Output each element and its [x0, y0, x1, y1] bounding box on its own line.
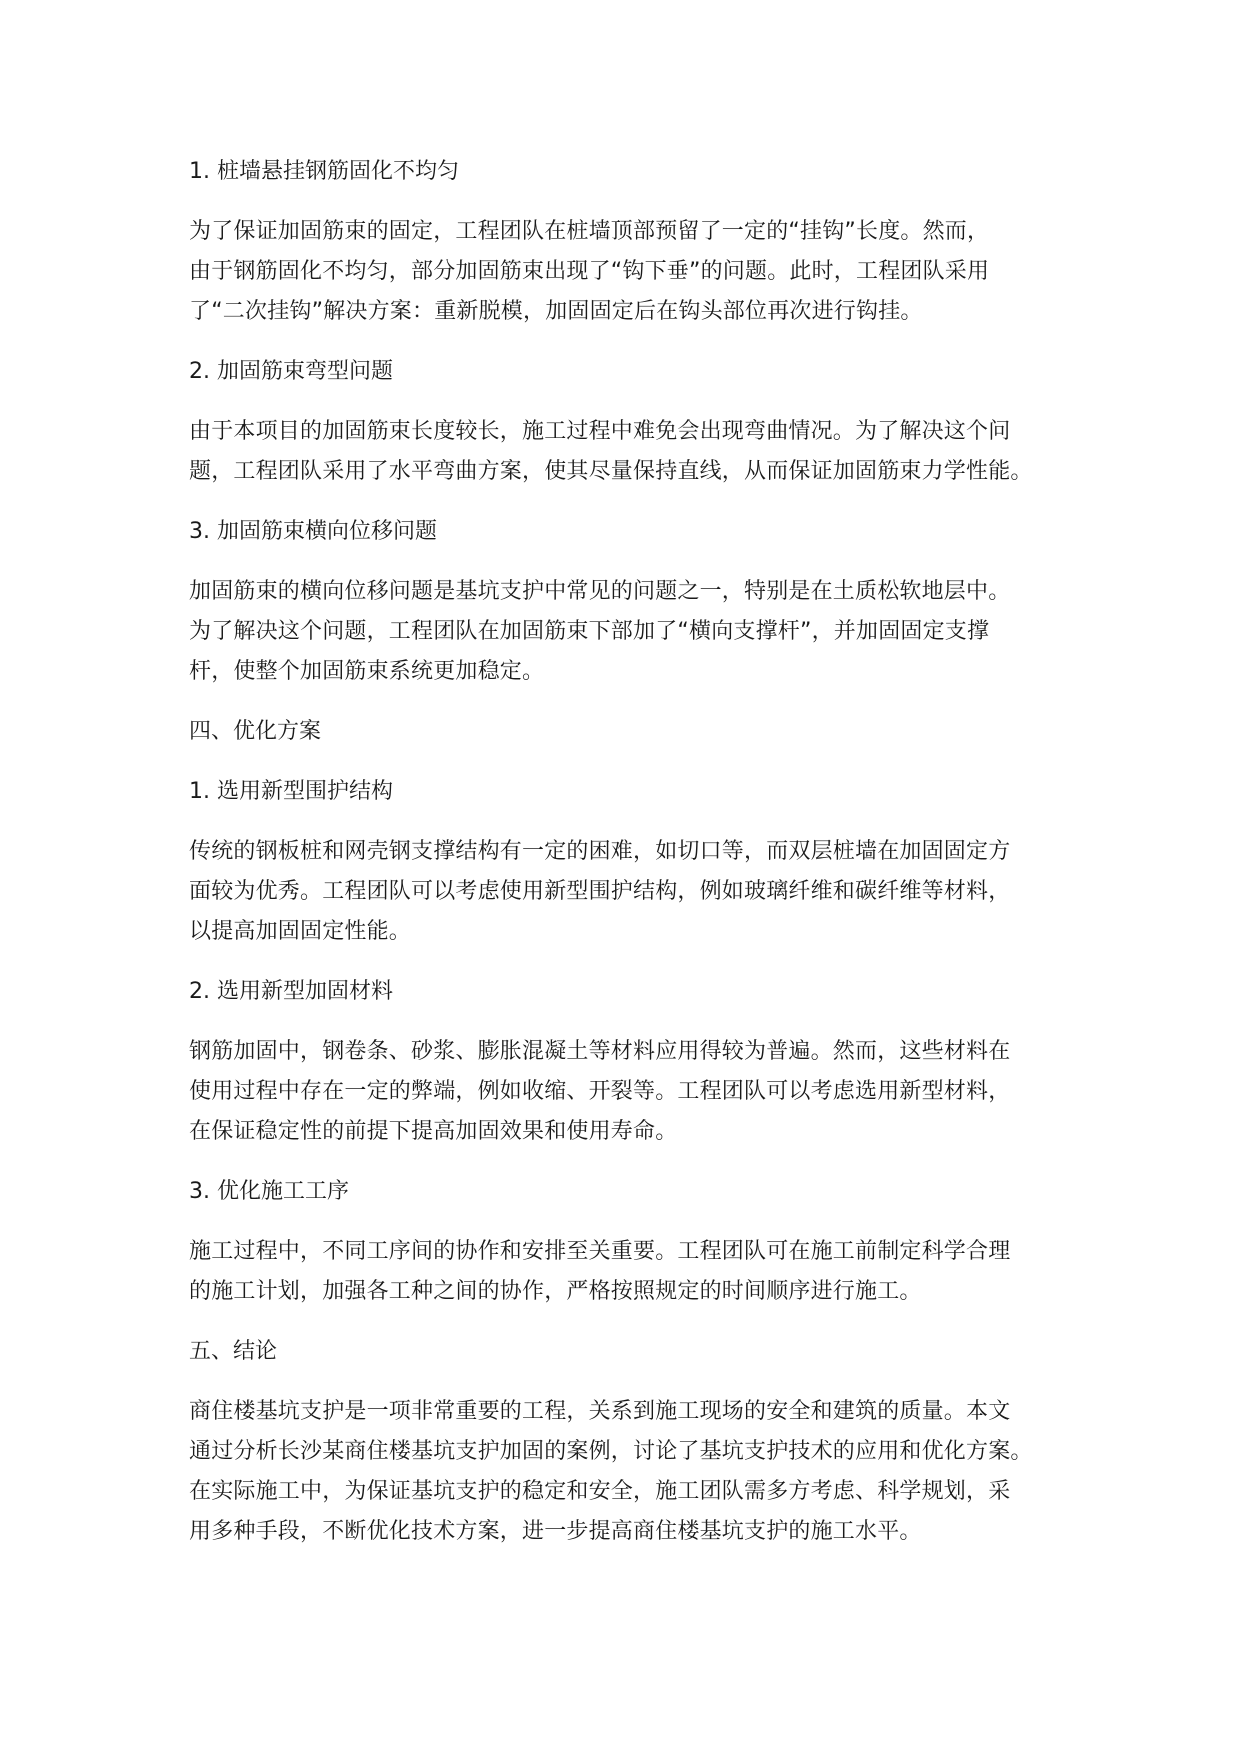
paragraph-lateral-displacement: 加固筋束的横向位移问题是基坑支护中常见的问题之一，特别是在土质松软地层中。 为了解决这个问题，工程团队在加固筋束下部加了“横向支撑杆”，并加固固定支撑 杆，使整个加固筋束系统更加稳定。	[189, 579, 1011, 684]
chapter-heading-optimization: 四、优化方案	[189, 719, 322, 744]
section-heading-new-materials: 2. 选用新型加固材料	[189, 979, 393, 1004]
paragraph-conclusion: 商住楼基坑支护是一项非常重要的工程，关系到施工现场的安全和建筑的质量。本文 通过分析长沙某商住楼基坑支护加固的案例，讨论了基坑支护技术的应用和优化方案。 在实际施工中，为保证基坑支护的稳定和安全，施工团队需多方考虑、科学规划，采 用多种手段，不断优化技术方案，进一步提高商住楼基坑支护的施工水平。	[189, 1399, 1033, 1544]
section-heading-lateral-displacement: 3. 加固筋束横向位移问题	[189, 519, 437, 544]
section-heading-new-structure: 1. 选用新型围护结构	[189, 779, 393, 804]
section-heading-process: 3. 优化施工工序	[189, 1179, 349, 1204]
chapter-heading-conclusion: 五、结论	[189, 1339, 278, 1364]
paragraph-hanging-rebar: 为了保证加固筋束的固定，工程团队在桩墙顶部预留了一定的“挂钩”长度。然而， 由于钢筋固化不均匀，部分加固筋束出现了“钩下垂”的问题。此时，工程团队采用 了“二次挂钩”解决方案：重新脱模，加固固定后在钩头部位再次进行钩挂。	[189, 219, 990, 324]
section-heading-hanging-rebar: 1. 桩墙悬挂钢筋固化不均匀	[189, 159, 459, 184]
paragraph-process: 施工过程中，不同工序间的协作和安排至关重要。工程团队可在施工前制定科学合理 的施工计划，加强各工种之间的协作，严格按照规定的时间顺序进行施工。	[189, 1239, 1011, 1304]
paragraph-new-structure: 传统的钢板桩和网壳钢支撑结构有一定的困难，如切口等，而双层桩墙在加固固定方 面较为优秀。工程团队可以考虑使用新型围护结构，例如玻璃纤维和碳纤维等材料， 以提高加固固定性能。	[189, 839, 1011, 944]
paragraph-bending: 由于本项目的加固筋束长度较长，施工过程中难免会出现弯曲情况。为了解决这个问 题，工程团队采用了水平弯曲方案，使其尽量保持直线，从而保证加固筋束力学性能。	[189, 419, 1033, 484]
paragraph-new-materials: 钢筋加固中，钢卷条、砂浆、膨胀混凝土等材料应用得较为普遍。然而，这些材料在 使用过程中存在一定的弊端，例如收缩、开裂等。工程团队可以考虑选用新型材料， 在保证稳定性的前提下提高加固效果和使用寿命。	[189, 1039, 1011, 1144]
document-body	[189, 152, 1069, 1572]
section-heading-bending: 2. 加固筋束弯型问题	[189, 359, 393, 384]
